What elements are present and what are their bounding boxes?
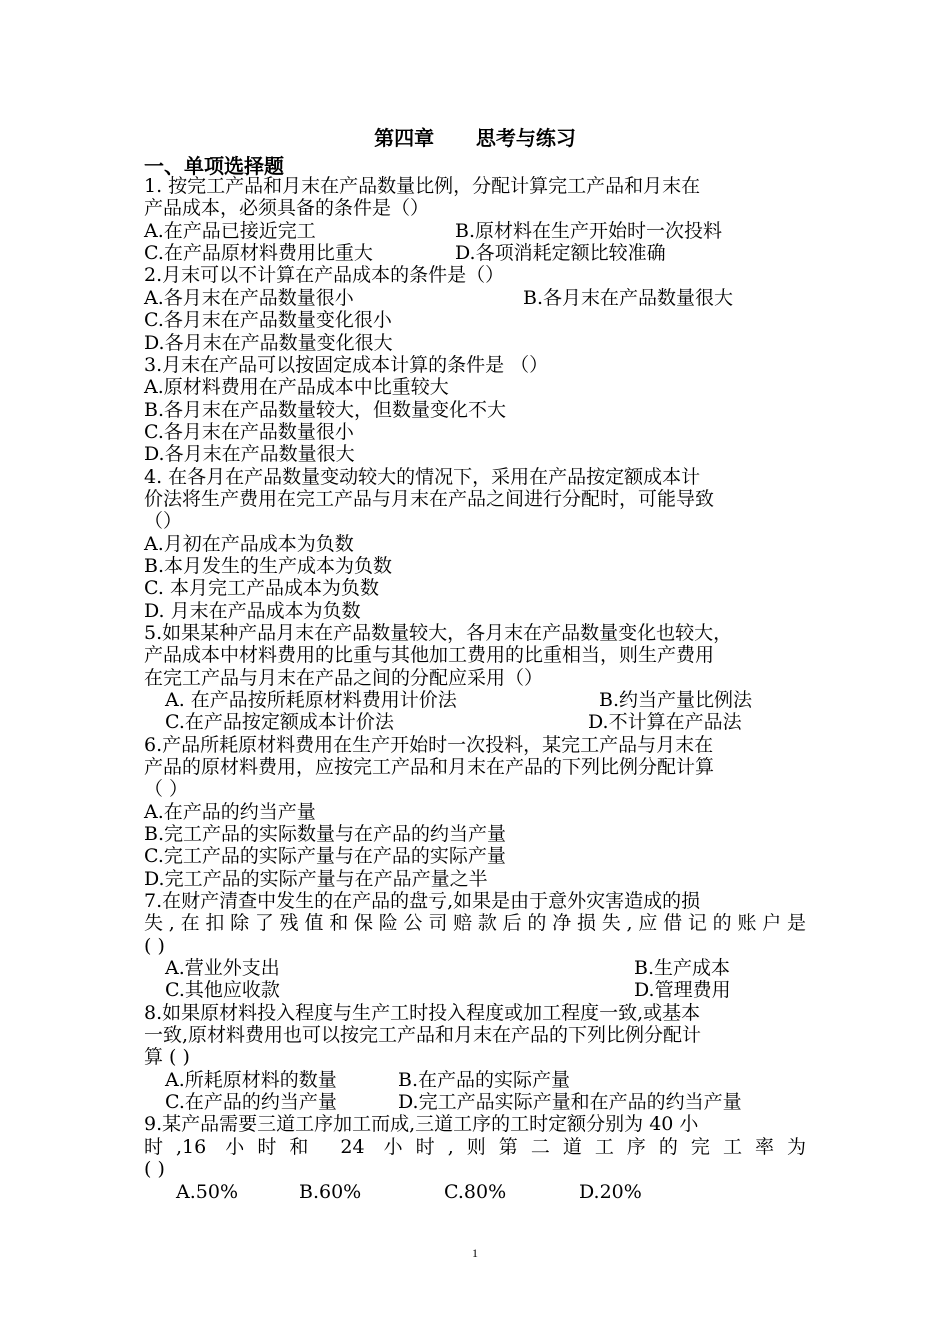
option-d: D.20% — [579, 1181, 642, 1203]
question-4-line-1: 4. 在各月在产品数量变动较大的情况下，采用在产品按定额成本计 — [144, 466, 701, 488]
option-a: A.原材料费用在产品成本中比重较大 — [144, 376, 449, 398]
option-d: D.完工产品的实际产量与在产品产量之半 — [144, 868, 488, 890]
option-d: D.管理费用 — [634, 979, 731, 1001]
option-b: B.在产品的实际产量 — [398, 1069, 571, 1091]
page-title: 第四章 思考与练习 — [374, 126, 576, 150]
question-7-line-1: 7.在财产清查中发生的在产品的盘亏,如果是由于意外灾害造成的损 — [144, 890, 701, 912]
option-b: B.生产成本 — [634, 957, 731, 979]
option-a: A.营业外支出 — [165, 957, 280, 979]
option-b: B.各月末在产品数量较大，但数量变化不大 — [144, 399, 507, 421]
page-number: 1 — [472, 1246, 478, 1260]
option-b: B.原材料在生产开始时一次投料 — [455, 220, 723, 242]
question-7-line-3: ( ) — [144, 935, 165, 957]
question-6-line-2: 产品的原材料费用，应按完工产品和月末在产品的下列比例分配计算 — [144, 756, 715, 778]
option-d: D.各月末在产品数量很大 — [144, 443, 355, 465]
question-7-line-2: 失,在扣除了残值和保险公司赔款后的净损失,应借记的账户是 — [144, 912, 806, 934]
option-d: D.各月末在产品数量变化很大 — [144, 332, 393, 354]
option-c: C.在产品原材料费用比重大 — [144, 242, 373, 264]
question-1-line-2: 产品成本，必须具备的条件是（） — [144, 197, 430, 219]
question-5-line-2: 产品成本中材料费用的比重与其他加工费用的比重相当，则生产费用 — [144, 644, 715, 666]
option-d: D. 月末在产品成本为负数 — [144, 600, 361, 622]
question-3-line-1: 3.月末在产品可以按固定成本计算的条件是 （） — [144, 354, 549, 376]
option-d: D.各项消耗定额比较准确 — [455, 242, 666, 264]
option-d: D.不计算在产品法 — [588, 711, 742, 733]
question-5-line-1: 5.如果某种产品月末在产品数量较大，各月末在产品数量变化也较大， — [144, 622, 733, 644]
question-6-line-3: （ ） — [144, 778, 189, 800]
option-a: A.50% — [176, 1181, 238, 1203]
option-c: C.各月末在产品数量变化很小 — [144, 309, 392, 331]
option-c: C.其他应收款 — [165, 979, 280, 1001]
option-b: B.完工产品的实际数量与在产品的约当产量 — [144, 823, 507, 845]
question-6-line-1: 6.产品所耗原材料费用在生产开始时一次投料，某完工产品与月末在 — [144, 734, 714, 756]
option-d: D.完工产品实际产量和在产品的约当产量 — [398, 1091, 742, 1113]
option-a: A.所耗原材料的数量 — [165, 1069, 337, 1091]
question-8-line-2: 一致,原材料费用也可以按完工产品和月末在产品的下列比例分配计 — [144, 1024, 702, 1046]
option-c: C.在产品按定额成本计价法 — [165, 711, 394, 733]
section-heading: 一、单项选择题 — [144, 154, 284, 178]
option-a: A.在产品的约当产量 — [144, 801, 316, 823]
question-9-line-2: 时,16 小时和 24 小时,则第二道工序的完工率为 — [144, 1136, 806, 1158]
question-8-line-1: 8.如果原材料投入程度与生产工时投入程度或加工程度一致,或基本 — [144, 1002, 701, 1024]
option-c: C.各月末在产品数量很小 — [144, 421, 354, 443]
question-4-line-3: （） — [144, 510, 183, 532]
option-c: C. 本月完工产品成本为负数 — [144, 577, 379, 599]
question-8-line-3: 算 ( ) — [144, 1046, 190, 1068]
question-4-line-2: 价法将生产费用在完工产品与月末在产品之间进行分配时，可能导致 — [144, 488, 715, 510]
question-2-line-1: 2.月末可以不计算在产品成本的条件是（） — [144, 264, 505, 286]
question-5-line-3: 在完工产品与月末在产品之间的分配应采用（） — [144, 667, 544, 689]
question-9-line-1: 9.某产品需要三道工序加工而成,三道工序的工时定额分别为 40 小 — [144, 1113, 699, 1135]
option-a: A.月初在产品成本为负数 — [144, 533, 354, 555]
option-c: C.完工产品的实际产量与在产品的实际产量 — [144, 845, 506, 867]
option-c: C.在产品的约当产量 — [165, 1091, 337, 1113]
question-1-line-1: 1. 按完工产品和月末在产品数量比例，分配计算完工产品和月末在 — [144, 175, 701, 197]
option-a: A. 在产品按所耗原材料费用计价法 — [165, 689, 457, 711]
option-b: B.各月末在产品数量很大 — [523, 287, 734, 309]
option-c: C.80% — [444, 1181, 507, 1203]
question-9-line-3: ( ) — [144, 1158, 165, 1180]
option-a: A.各月末在产品数量很小 — [144, 287, 354, 309]
option-b: B.60% — [299, 1181, 362, 1203]
option-b: B.本月发生的生产成本为负数 — [144, 555, 393, 577]
option-b: B.约当产量比例法 — [599, 689, 753, 711]
option-a: A.在产品已接近完工 — [144, 220, 316, 242]
